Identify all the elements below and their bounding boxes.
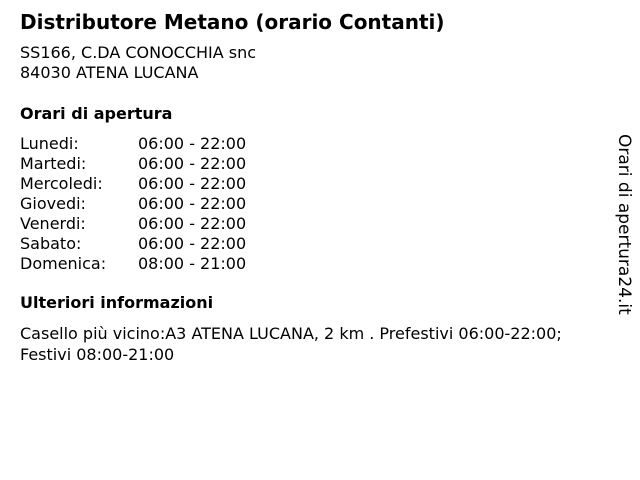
page-title: Distributore Metano (orario Contanti) [20, 10, 445, 34]
time-range: 06:00 - 22:00 [138, 154, 247, 173]
day-label: Mercoledi: [20, 174, 103, 193]
info-line: Festivi 08:00-21:00 [20, 345, 175, 364]
opening-hours-heading: Orari di apertura [20, 104, 173, 123]
day-label: Giovedi: [20, 194, 86, 213]
site-watermark: Orari di apertura24.it [614, 134, 634, 315]
time-range: 08:00 - 21:00 [138, 254, 247, 273]
info-line: Casello più vicino:A3 ATENA LUCANA, 2 km . Prefestivi 06:00-22:00; [20, 324, 562, 343]
address [20, 43, 256, 83]
day-label: Martedi: [20, 154, 87, 173]
address-city: 84030 ATENA LUCANA [20, 63, 199, 82]
day-label: Venerdi: [20, 214, 86, 233]
time-range: 06:00 - 22:00 [138, 174, 247, 193]
time-range: 06:00 - 22:00 [138, 234, 247, 253]
day-label: Sabato: [20, 234, 82, 253]
day-label: Domenica: [20, 254, 107, 273]
time-range: 06:00 - 22:00 [138, 134, 247, 153]
time-range: 06:00 - 22:00 [138, 194, 247, 213]
time-range: 06:00 - 22:00 [138, 214, 247, 233]
day-label: Lunedi: [20, 134, 79, 153]
additional-info-heading: Ulteriori informazioni [20, 293, 214, 312]
additional-info-text [20, 323, 630, 365]
address-street: SS166, C.DA CONOCCHIA snc [20, 43, 257, 62]
